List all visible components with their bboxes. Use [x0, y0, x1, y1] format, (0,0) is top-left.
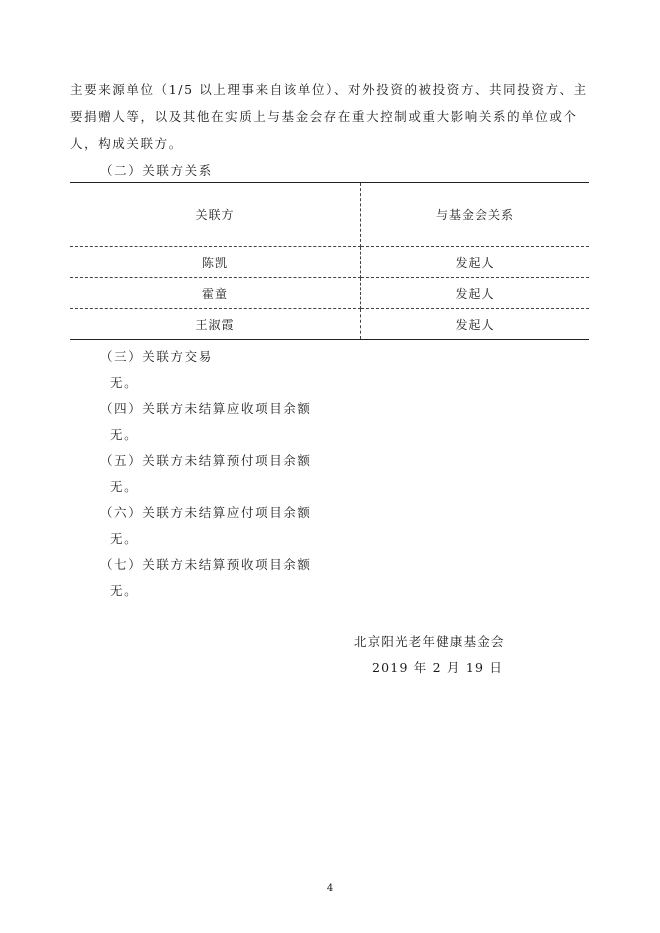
- table-row: [70, 247, 589, 278]
- section-content: 无。: [110, 375, 139, 390]
- intro-line: 要捐赠人等，以及其他在实质上与基金会存在重大控制或重大影响关系的单位或个: [70, 109, 578, 124]
- cell-party-name: 王淑霞: [70, 309, 361, 340]
- section-heading-advance-received: （七）关联方未结算预收项目余额: [100, 557, 312, 572]
- section-heading-relations: （二）关联方关系: [100, 163, 213, 178]
- section-content: 无。: [110, 583, 139, 598]
- section-content: 无。: [110, 479, 139, 494]
- intro-line: 人，构成关联方。: [70, 136, 183, 151]
- section-heading-prepaid: （五）关联方未结算预付项目余额: [100, 453, 312, 468]
- signature-date: 2019 年 2 月 19 日: [372, 660, 504, 675]
- cell-party-name: 霍童: [70, 278, 361, 309]
- section-heading-transactions: （三）关联方交易: [100, 349, 213, 364]
- header-relationship: 与基金会关系: [361, 183, 590, 247]
- cell-relationship: 发起人: [361, 278, 590, 309]
- cell-relationship: 发起人: [361, 247, 590, 278]
- page-number: 4: [326, 883, 334, 894]
- table-row: [70, 309, 589, 340]
- section-heading-payable: （六）关联方未结算应付项目余额: [100, 505, 312, 520]
- signature-org: 北京阳光老年健康基金会: [354, 634, 505, 649]
- table-header-row: [70, 183, 589, 247]
- header-related-party: 关联方: [70, 183, 361, 247]
- section-content: 无。: [110, 531, 139, 546]
- cell-relationship: 发起人: [361, 309, 590, 340]
- table-row: [70, 278, 589, 309]
- section-content: 无。: [110, 427, 139, 442]
- related-party-table: [70, 182, 589, 340]
- section-heading-receivable: （四）关联方未结算应收项目余额: [100, 401, 312, 416]
- cell-party-name: 陈凯: [70, 247, 361, 278]
- intro-line: 主要来源单位（1/5 以上理事来自该单位）、对外投资的被投资方、共同投资方、主: [70, 82, 588, 97]
